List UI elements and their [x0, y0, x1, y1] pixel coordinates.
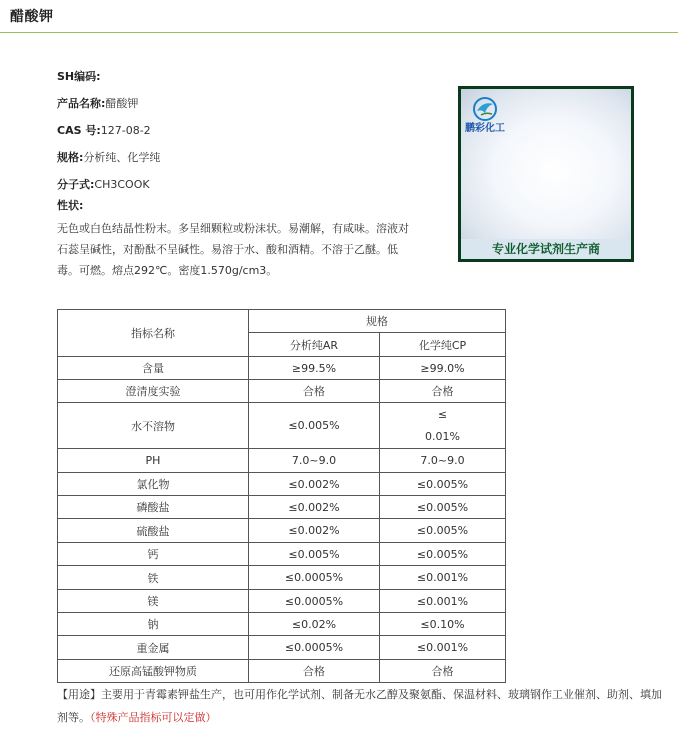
table-row	[58, 380, 506, 403]
usage-body: 【用途】主要用于青霉素钾盐生产，也可用作化学试剂、制备无水乙醇及聚氨酯、保温材料、玻璃钢作工业催剂、助剂、填加剂等。	[57, 688, 662, 724]
table-row	[58, 496, 506, 519]
table-row	[58, 473, 506, 496]
row-cp: ≤0.005%	[380, 473, 506, 496]
sh-code-row	[57, 70, 427, 97]
row-ar: ≤0.002%	[249, 473, 380, 496]
brand-name: 鹏彩化工	[465, 123, 505, 134]
row-name: 水不溶物	[58, 403, 249, 449]
props-label: 性状:	[57, 199, 84, 212]
formula-label: 分子式:	[57, 178, 95, 191]
table-row	[58, 519, 506, 543]
row-name: 硫酸盐	[58, 519, 249, 543]
product-image	[458, 86, 634, 262]
row-ar: ≤0.005%	[249, 543, 380, 566]
row-name: 钙	[58, 543, 249, 566]
cas-row	[57, 124, 427, 151]
table-row	[58, 566, 506, 590]
custom-note: （特殊产品指标可以定做）	[90, 711, 217, 724]
name-label: 产品名称:	[57, 97, 106, 110]
row-name: 磷酸盐	[58, 496, 249, 519]
row-cp: ≤0.10%	[380, 613, 506, 636]
grade-value: 分析纯、化学纯	[83, 151, 161, 164]
table-header-row	[58, 310, 506, 333]
row-name: 澄清度实验	[58, 380, 249, 403]
row-cp: ≤0.001%	[380, 566, 506, 590]
row-cp: 7.0~9.0	[380, 449, 506, 473]
row-cp: ≤0.001%	[380, 590, 506, 613]
product-photo	[461, 89, 631, 239]
props-text: 无色或白色结晶性粉末。多呈细颗粒或粉沫状。易潮解，有咸味。溶液对石蕊呈碱性，对酚酞不呈碱性。易溶于水、酸和酒精。不溶于乙醚。低毒。可燃。熔点292℃。密度1.570g/cm3。	[57, 222, 409, 277]
row-name: 铁	[58, 566, 249, 590]
table-row	[58, 613, 506, 636]
table-row	[58, 660, 506, 683]
row-name: PH	[58, 449, 249, 473]
col-cp-header: 化学纯CP	[380, 333, 506, 357]
row-cp: ≤0.001%	[380, 636, 506, 660]
row-ar: ≥99.5%	[249, 357, 380, 380]
col-spec-header: 规格	[249, 310, 506, 333]
row-name: 还原高锰酸钾物质	[58, 660, 249, 683]
row-name: 镁	[58, 590, 249, 613]
row-ar: ≤0.002%	[249, 519, 380, 543]
formula-value: CH3COOK	[94, 178, 150, 191]
cas-value: 127-08-2	[100, 124, 151, 137]
row-ar: ≤0.0005%	[249, 566, 380, 590]
table-row	[58, 543, 506, 566]
row-cp: ≤0.005%	[380, 496, 506, 519]
row-ar: 7.0~9.0	[249, 449, 380, 473]
row-name: 氯化物	[58, 473, 249, 496]
row-cp: ≤0.005%	[380, 543, 506, 566]
row-name: 含量	[58, 357, 249, 380]
row-ar: ≤0.0005%	[249, 636, 380, 660]
row-cp	[380, 403, 506, 449]
grade-row	[57, 151, 427, 178]
row-ar: 合格	[249, 380, 380, 403]
row-cp-line2: 0.01%	[425, 429, 460, 443]
row-ar: ≤0.005%	[249, 403, 380, 449]
row-cp: ≤0.005%	[380, 519, 506, 543]
spec-table	[57, 309, 506, 683]
table-row	[58, 357, 506, 380]
grade-label: 规格:	[57, 151, 84, 164]
row-ar: ≤0.002%	[249, 496, 380, 519]
row-cp: 合格	[380, 380, 506, 403]
col-name-header: 指标名称	[58, 310, 249, 357]
name-row	[57, 97, 427, 124]
page-header	[0, 0, 678, 33]
row-ar: ≤0.02%	[249, 613, 380, 636]
table-row	[58, 449, 506, 473]
row-cp: ≥99.0%	[380, 357, 506, 380]
table-row	[58, 403, 506, 449]
sh-code-label: SH编码:	[57, 70, 101, 83]
row-cp: 合格	[380, 660, 506, 683]
row-ar: 合格	[249, 660, 380, 683]
row-name: 钠	[58, 613, 249, 636]
product-info	[57, 70, 427, 281]
row-name: 重金属	[58, 636, 249, 660]
page-title: 醋酸钾	[10, 9, 54, 25]
slogan: 专业化学试剂生产商	[461, 239, 631, 259]
name-value: 醋酸钾	[105, 97, 139, 110]
row-ar: ≤0.0005%	[249, 590, 380, 613]
table-row	[58, 590, 506, 613]
cas-label: CAS 号:	[57, 124, 101, 137]
usage-text	[57, 683, 672, 729]
table-row	[58, 636, 506, 660]
col-ar-header: 分析纯AR	[249, 333, 380, 357]
row-cp-line1: ≤	[437, 407, 448, 421]
